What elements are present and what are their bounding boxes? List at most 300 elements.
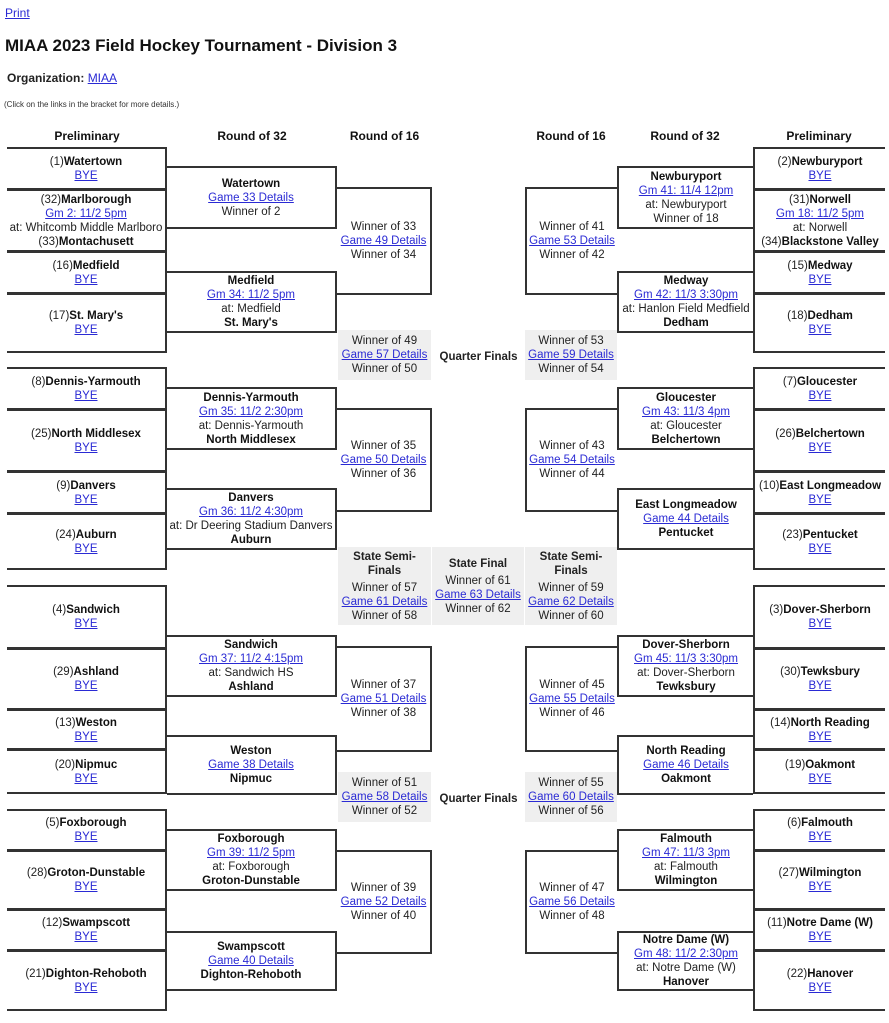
- prelim-slot: [7, 293, 167, 353]
- round-of-32-game: [617, 387, 753, 450]
- team-line: [7, 193, 165, 207]
- winner-of: Winner of 44: [539, 468, 605, 480]
- game-link[interactable]: Game 33 Details: [208, 191, 294, 204]
- bye-link[interactable]: BYE: [74, 169, 98, 182]
- winner-of: Winner of 47: [539, 882, 605, 894]
- seed: (25): [31, 427, 52, 440]
- team-name: Falmouth: [660, 833, 712, 845]
- team-name: North Reading: [790, 716, 870, 729]
- seed: (24): [55, 528, 76, 541]
- game-link[interactable]: Game 59 Details: [528, 349, 614, 361]
- seed: (29): [53, 666, 74, 678]
- prelim-slot: [7, 709, 167, 750]
- seed: (28): [26, 867, 48, 879]
- round-of-32-game: [617, 829, 753, 891]
- winner-of: Winner of 43: [539, 440, 605, 452]
- winner-of: Winner of 46: [539, 707, 605, 719]
- winner-of: Winner of 60: [538, 609, 604, 622]
- winner-of: Winner of 39: [350, 882, 417, 894]
- organization-label: Organization:: [7, 71, 85, 85]
- quarter-final-game: [525, 330, 617, 380]
- seed: (16): [52, 259, 73, 272]
- seed: (11): [767, 917, 787, 929]
- team-line: [755, 603, 885, 617]
- game-link[interactable]: Gm 36: 11/2 4:30pm: [199, 506, 303, 518]
- team-name: Newburyport: [791, 155, 863, 168]
- round-of-32-game: [167, 387, 337, 450]
- prelim-slot: [7, 585, 167, 649]
- team-name: Foxborough: [217, 833, 285, 845]
- team-line: [755, 479, 885, 493]
- prelim-slot: [7, 909, 167, 951]
- bye-link[interactable]: BYE: [808, 730, 832, 743]
- winner-of: Winner of 54: [538, 363, 604, 375]
- team-name: Sandwich: [224, 639, 278, 651]
- page-title: MIAA 2023 Field Hockey Tournament - Division 3: [5, 36, 398, 55]
- team-name: Nipmuc: [75, 758, 118, 771]
- game-link[interactable]: Game 56 Details: [529, 896, 615, 908]
- round-of-16-game: [525, 408, 617, 512]
- team-name: Oakmont: [661, 773, 711, 785]
- team-name: Ashland: [73, 666, 119, 678]
- game-link[interactable]: Gm 37: 11/2 4:15pm: [199, 653, 303, 665]
- bye-link[interactable]: BYE: [74, 441, 98, 454]
- round-of-32-game: [167, 271, 337, 333]
- prelim-slot: [7, 749, 167, 794]
- round-of-32-game: [617, 271, 753, 333]
- team-name: Medfield: [227, 275, 275, 287]
- venue: at: Falmouth: [654, 861, 718, 873]
- round-of-32-game: [617, 735, 753, 795]
- organization: [7, 71, 117, 85]
- team-name: Notre Dame (W): [642, 934, 730, 946]
- seed: (23): [782, 528, 803, 541]
- team-name: Wilmington: [654, 875, 718, 887]
- team-line: [755, 716, 885, 730]
- bye-link[interactable]: BYE: [74, 493, 98, 506]
- seed: (17): [48, 310, 70, 322]
- winner-of: Winner of 49: [351, 335, 418, 347]
- prelim-slot: [753, 367, 885, 410]
- round-title: State Semi-Finals: [353, 550, 416, 577]
- team-line: [7, 603, 165, 617]
- game-link[interactable]: Game 63 Details: [435, 588, 521, 601]
- prelim-slot: [7, 471, 167, 514]
- team-line: [755, 758, 885, 772]
- prelim-slot: [753, 293, 885, 353]
- team-line: [755, 866, 885, 880]
- round-title: State Final: [448, 557, 508, 570]
- team-name: Pentucket: [658, 527, 714, 539]
- team-line: [7, 259, 165, 273]
- round-title: State Semi-Finals: [539, 550, 603, 577]
- bye-link[interactable]: BYE: [74, 618, 98, 630]
- round-of-32-game: [617, 931, 753, 991]
- winner-of: Winner of 40: [350, 910, 417, 922]
- prelim-slot: [7, 950, 167, 1011]
- game-link[interactable]: Game 44 Details: [643, 513, 729, 525]
- team-name: Hanover: [662, 976, 710, 988]
- prelim-slot: [753, 585, 885, 649]
- team-name: Nipmuc: [229, 773, 273, 785]
- seed: (22): [786, 967, 808, 980]
- bye-link[interactable]: BYE: [808, 542, 832, 555]
- prelim-slot: [7, 409, 167, 472]
- seed: (5): [45, 817, 60, 829]
- team-name: Newburyport: [650, 170, 722, 183]
- game-link[interactable]: Gm 2: 11/2 5pm: [45, 207, 127, 220]
- prelim-slot: [753, 409, 885, 472]
- team-line: [7, 479, 165, 493]
- team-line: [755, 967, 885, 981]
- team-name: North Middlesex: [206, 433, 296, 446]
- game-link[interactable]: Gm 41: 11/4 12pm: [638, 184, 734, 197]
- team-line: [7, 155, 165, 169]
- bye-link[interactable]: BYE: [808, 981, 832, 994]
- venue: at: Dover-Sherborn: [637, 667, 735, 679]
- prelim-slot: [753, 189, 885, 252]
- prelim-slot: [753, 513, 885, 570]
- semi-final-game: [525, 547, 617, 625]
- bye-link[interactable]: BYE: [808, 324, 832, 336]
- team-name: Blackstone Valley: [781, 235, 879, 248]
- bye-link[interactable]: BYE: [808, 441, 832, 454]
- bye-link[interactable]: BYE: [808, 831, 832, 843]
- round-of-16-game: [337, 646, 432, 752]
- prelim-slot: [7, 850, 167, 910]
- seed: (14): [770, 716, 791, 729]
- seed: (26): [775, 427, 796, 440]
- game-link[interactable]: Gm 18: 11/2 5pm: [776, 207, 864, 220]
- bye-link[interactable]: BYE: [74, 931, 98, 943]
- venue: at: Sandwich HS: [208, 667, 294, 679]
- bye-link[interactable]: BYE: [74, 981, 98, 994]
- team-name: Norwell: [809, 193, 851, 206]
- round-of-16-game: [337, 850, 432, 954]
- team-name: Montachusett: [58, 235, 134, 248]
- team-name: Weston: [75, 716, 117, 729]
- bye-link[interactable]: BYE: [808, 493, 832, 506]
- team-name: Dennis-Yarmouth: [203, 391, 299, 404]
- final-game: [432, 547, 524, 625]
- venue: at: Dennis-Yarmouth: [198, 419, 304, 432]
- team-name: Medway: [807, 259, 853, 272]
- winner-of: Winner of 51: [351, 777, 418, 789]
- winner-of: Winner of 58: [351, 609, 418, 622]
- winner-of: Winner of 36: [350, 468, 417, 480]
- team-name: Gloucester: [655, 391, 717, 404]
- bye-link[interactable]: BYE: [808, 931, 832, 943]
- print-link[interactable]: Print: [5, 6, 30, 20]
- game-link[interactable]: Gm 34: 11/2 5pm: [207, 289, 295, 301]
- prelim-slot: [7, 648, 167, 710]
- prelim-slot: [7, 251, 167, 294]
- winner-of: Winner of 57: [351, 581, 418, 594]
- team-name: Dighton-Rehoboth: [45, 967, 147, 980]
- bye-link[interactable]: BYE: [808, 772, 832, 785]
- header-right-preliminary: Preliminary: [786, 129, 852, 143]
- team-line: [7, 309, 165, 323]
- round-of-32-game: [617, 166, 753, 229]
- round-of-32-game: [167, 166, 337, 229]
- seed: (6): [787, 817, 802, 829]
- team-line: [755, 916, 885, 930]
- seed: (19): [784, 758, 806, 771]
- bye-link[interactable]: BYE: [74, 273, 98, 286]
- team-name: St. Mary's: [69, 310, 124, 322]
- bye-link[interactable]: BYE: [74, 831, 98, 843]
- seed: (27): [778, 867, 799, 879]
- seed: (13): [55, 716, 76, 729]
- quarter-finals-label: Quarter Finals: [439, 351, 518, 363]
- team-line: [755, 528, 885, 542]
- team-line: [7, 866, 165, 880]
- winner-of: Winner of 33: [350, 221, 417, 233]
- game-link[interactable]: Gm 39: 11/2 5pm: [207, 847, 295, 859]
- team-name: Sandwich: [66, 604, 120, 616]
- seed: (31): [789, 193, 810, 206]
- seed: (21): [25, 967, 46, 980]
- game-link[interactable]: Gm 48: 11/2 2:30pm: [634, 948, 738, 960]
- quarter-final-game: [525, 772, 617, 822]
- team-name: North Middlesex: [51, 427, 141, 440]
- venue: at: Gloucester: [650, 419, 722, 432]
- seed: (4): [52, 604, 67, 616]
- round-of-16-game: [337, 408, 432, 512]
- prelim-slot: [7, 513, 167, 570]
- team-line: [7, 967, 165, 981]
- quarter-final-game: [338, 330, 431, 380]
- prelim-slot: [7, 367, 167, 410]
- game-link[interactable]: Game 51 Details: [340, 693, 427, 705]
- team-line: [7, 375, 165, 389]
- venue: at: Newburyport: [645, 198, 727, 211]
- venue: at: Medfield: [221, 303, 281, 315]
- winner-of: Winner of 56: [538, 805, 604, 817]
- winner-of: Winner of 50: [351, 363, 418, 375]
- seed: (33): [38, 235, 59, 248]
- winner-of: Winner of 2: [221, 205, 281, 218]
- round-of-32-game: [167, 829, 337, 891]
- team-name: Tewksbury: [800, 666, 860, 678]
- semi-final-game: [338, 547, 431, 625]
- game-link[interactable]: Game 53 Details: [529, 235, 615, 247]
- venue: at: Norwell: [792, 221, 848, 234]
- venue: at: Notre Dame (W): [636, 962, 736, 974]
- team-name: Foxborough: [59, 817, 127, 829]
- team-name: Dover-Sherborn: [642, 639, 730, 651]
- winner-of: Winner of 35: [350, 440, 417, 452]
- prelim-slot: [753, 809, 885, 851]
- bye-link[interactable]: BYE: [808, 618, 832, 630]
- header-left-round-of-16: Round of 16: [349, 129, 420, 143]
- bye-link[interactable]: BYE: [74, 324, 98, 336]
- winner-of: Winner of 62: [445, 602, 511, 615]
- venue: at: Hanlon Field Medfield: [622, 303, 750, 315]
- winner-of: Winner of 34: [350, 249, 417, 261]
- game-link[interactable]: Game 40 Details: [208, 955, 294, 967]
- seed: (7): [782, 375, 797, 388]
- team-line: [7, 916, 165, 930]
- round-of-16-game: [525, 187, 617, 295]
- round-of-32-game: [167, 735, 337, 795]
- team-name: Belchertown: [651, 433, 721, 446]
- game-link[interactable]: Game 62 Details: [528, 595, 614, 608]
- team-name: Dennis-Yarmouth: [45, 375, 141, 388]
- seed: (2): [777, 155, 792, 168]
- team-name: Medfield: [72, 259, 120, 272]
- bye-link[interactable]: BYE: [808, 273, 832, 286]
- team-line: [755, 816, 885, 830]
- team-name: Medway: [663, 275, 709, 287]
- team-name: Groton-Dunstable: [47, 867, 146, 879]
- prelim-slot: [753, 850, 885, 910]
- game-link[interactable]: Gm 43: 11/3 4pm: [642, 405, 730, 418]
- venue: at: Dr Deering Stadium Danvers: [169, 520, 333, 532]
- bye-link[interactable]: BYE: [74, 881, 98, 893]
- team-name: Oakmont: [805, 758, 856, 771]
- team-line: [7, 716, 165, 730]
- seed: (9): [56, 479, 71, 492]
- round-of-16-game: [525, 850, 617, 954]
- bye-link[interactable]: BYE: [808, 881, 832, 893]
- game-link[interactable]: Game 57 Details: [341, 349, 428, 361]
- organization-link[interactable]: MIAA: [87, 71, 118, 85]
- team-name: Swampscott: [62, 917, 131, 929]
- winner-of: Winner of 52: [351, 805, 418, 817]
- seed: (20): [54, 758, 76, 771]
- bye-link[interactable]: BYE: [74, 772, 98, 785]
- winner-of: Winner of 59: [538, 581, 604, 594]
- game-link[interactable]: Game 50 Details: [340, 454, 427, 466]
- winner-of: Winner of 41: [539, 221, 605, 233]
- game-link[interactable]: Gm 35: 11/2 2:30pm: [199, 405, 303, 418]
- prelim-slot: [7, 189, 167, 252]
- seed: (18): [787, 310, 808, 322]
- game-link[interactable]: Game 61 Details: [341, 595, 428, 608]
- venue: at: Foxborough: [212, 861, 290, 873]
- team-name: Groton-Dunstable: [202, 875, 300, 887]
- team-line: [755, 309, 885, 323]
- team-name: Tewksbury: [656, 681, 716, 693]
- winner-of: Winner of 61: [445, 574, 511, 587]
- round-of-32-game: [167, 931, 337, 991]
- bye-link[interactable]: BYE: [74, 680, 98, 692]
- game-link[interactable]: Game 60 Details: [528, 791, 614, 803]
- game-link[interactable]: Gm 45: 11/3 3:30pm: [634, 653, 738, 665]
- seed: (30): [780, 666, 801, 678]
- bye-link[interactable]: BYE: [808, 169, 832, 182]
- game-link[interactable]: Game 54 Details: [529, 454, 615, 466]
- bye-link[interactable]: BYE: [74, 389, 98, 402]
- seed: (10): [758, 479, 780, 492]
- game-link[interactable]: Game 58 Details: [341, 791, 428, 803]
- team-line: [755, 193, 885, 207]
- prelim-slot: [7, 809, 167, 851]
- prelim-slot: [753, 471, 885, 514]
- round-of-32-game: [617, 488, 753, 550]
- quarter-final-game: [338, 772, 431, 822]
- team-line: [7, 235, 165, 249]
- team-name: Dedham: [663, 317, 709, 329]
- prelim-slot: [753, 709, 885, 750]
- round-of-16-game: [337, 187, 432, 295]
- header-left-round-of-32: Round of 32: [217, 129, 287, 143]
- seed: (1): [49, 155, 64, 168]
- bye-link[interactable]: BYE: [808, 680, 832, 692]
- round-of-16-game: [525, 646, 617, 752]
- game-link[interactable]: Game 38 Details: [208, 759, 294, 771]
- team-name: Auburn: [230, 534, 272, 546]
- prelim-slot: [753, 950, 885, 1011]
- team-line: [7, 816, 165, 830]
- winner-of: Winner of 53: [538, 335, 604, 347]
- prelim-slot: [753, 648, 885, 710]
- team-name: Watertown: [63, 155, 123, 168]
- team-name: Belchertown: [795, 427, 865, 440]
- game-link[interactable]: Game 52 Details: [340, 896, 427, 908]
- team-name: East Longmeadow: [779, 479, 882, 492]
- game-link[interactable]: Game 46 Details: [643, 759, 729, 771]
- prelim-slot: [753, 251, 885, 294]
- venue: at: Whitcomb Middle Marlboro: [9, 221, 163, 234]
- team-name: Danvers: [228, 492, 274, 504]
- team-line: [755, 427, 885, 441]
- prelim-slot: [753, 147, 885, 190]
- winner-of: Winner of 48: [539, 910, 605, 922]
- instructions-text: (Click on the links in the bracket for more details.): [4, 100, 180, 109]
- team-name: Swampscott: [217, 941, 285, 953]
- team-name: Weston: [230, 745, 272, 757]
- team-name: Notre Dame (W): [786, 917, 873, 929]
- bye-link[interactable]: BYE: [74, 730, 98, 743]
- bye-link[interactable]: BYE: [808, 389, 832, 402]
- winner-of: Winner of 18: [653, 212, 719, 225]
- seed: (3): [769, 604, 784, 616]
- round-of-32-game: [167, 488, 337, 550]
- team-line: [7, 427, 165, 441]
- team-name: Marlborough: [61, 193, 132, 206]
- header-right-round-of-32: Round of 32: [650, 129, 720, 143]
- team-name: Dover-Sherborn: [783, 604, 871, 616]
- seed: (34): [761, 235, 782, 248]
- seed: (8): [31, 375, 46, 388]
- round-of-32-game: [617, 635, 753, 697]
- seed: (15): [787, 259, 808, 272]
- header-left-preliminary: Preliminary: [54, 129, 120, 143]
- team-name: Hanover: [807, 967, 854, 980]
- team-line: [755, 155, 885, 169]
- team-name: East Longmeadow: [635, 499, 737, 511]
- winner-of: Winner of 38: [350, 707, 417, 719]
- bye-link[interactable]: BYE: [74, 542, 98, 555]
- team-line: [755, 259, 885, 273]
- team-name: St. Mary's: [224, 317, 278, 329]
- team-line: [755, 375, 885, 389]
- winner-of: Winner of 42: [539, 249, 605, 261]
- team-name: Falmouth: [801, 817, 853, 829]
- game-link[interactable]: Gm 47: 11/3 3pm: [642, 847, 730, 859]
- winner-of: Winner of 55: [538, 777, 604, 789]
- game-link[interactable]: Gm 42: 11/3 3:30pm: [634, 289, 738, 301]
- game-link[interactable]: Game 55 Details: [529, 693, 615, 705]
- team-name: Ashland: [228, 681, 274, 693]
- team-line: [755, 235, 885, 249]
- team-name: Danvers: [70, 479, 116, 492]
- game-link[interactable]: Game 49 Details: [340, 235, 427, 247]
- quarter-finals-label: Quarter Finals: [439, 793, 518, 805]
- team-name: Watertown: [221, 177, 281, 190]
